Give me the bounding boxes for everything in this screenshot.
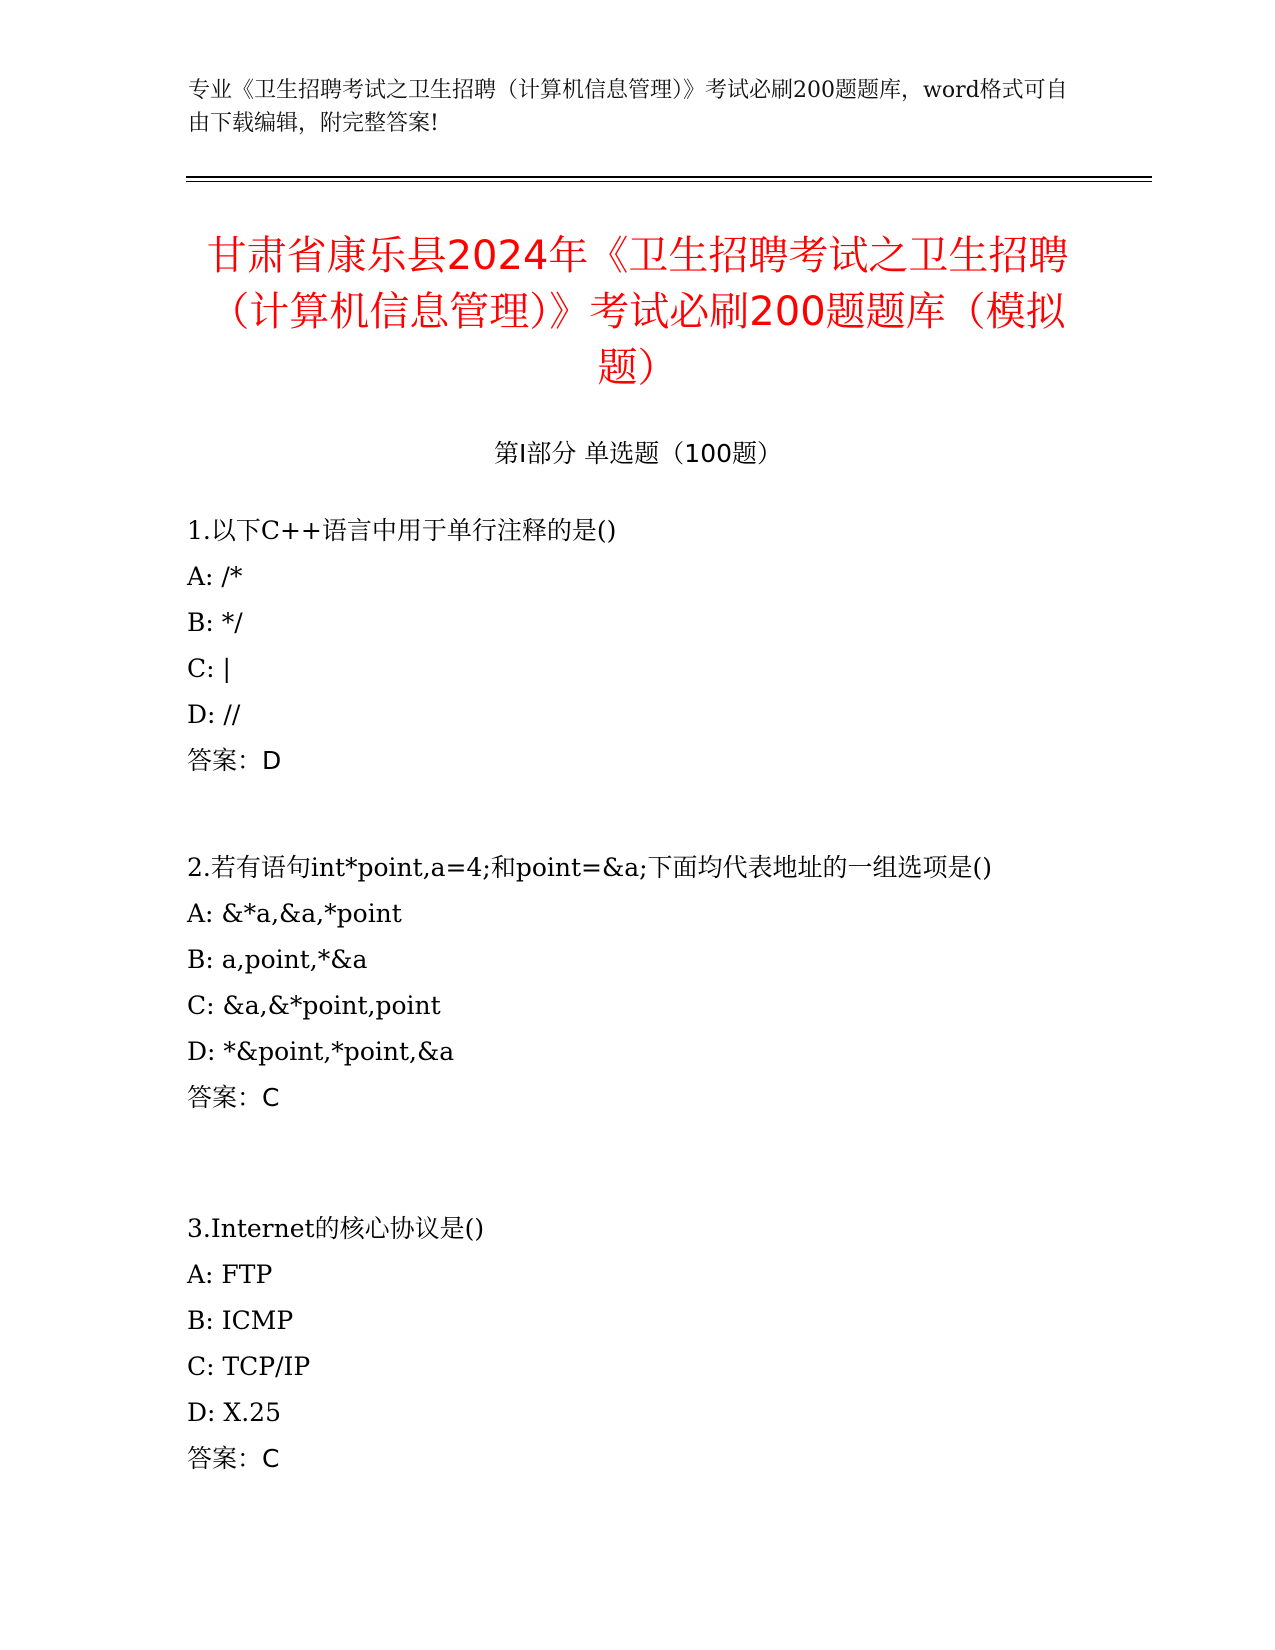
- header-rule-thin: [186, 181, 1152, 182]
- option-a: A: /*: [187, 562, 243, 591]
- option-c: C: TCP/IP: [187, 1352, 311, 1381]
- answer: 答案：C: [187, 1083, 280, 1112]
- question-stem: 3.Internet的核心协议是(): [187, 1214, 485, 1243]
- option-b: B: ICMP: [187, 1306, 294, 1335]
- option-a: A: &*a,&a,*point: [187, 899, 402, 928]
- question-2: [187, 845, 1067, 1121]
- document-title: 甘肃省康乐县2024年《卫生招聘考试之卫生招聘（计算机信息管理）》考试必刷200题题库（模拟题）: [206, 233, 1069, 391]
- option-d: D: X.25: [187, 1398, 281, 1427]
- question-3: [187, 1206, 1087, 1482]
- option-b: B: a,point,*&a: [187, 945, 368, 974]
- question-1: [187, 508, 1087, 784]
- header-note: 专业《卫生招聘考试之卫生招聘（计算机信息管理）》考试必刷200题题库，word格式可自由下载编辑，附完整答案!: [188, 78, 1068, 136]
- option-c: C: &a,&*point,point: [187, 991, 441, 1020]
- question-stem: 1.以下C++语言中用于单行注释的是(): [187, 516, 617, 545]
- answer: 答案：C: [187, 1444, 280, 1473]
- section-heading: 第Ⅰ部分 单选题（100题）: [493, 439, 783, 468]
- option-d: D: //: [187, 700, 241, 729]
- option-b: B: */: [187, 608, 243, 637]
- option-d: D: *&point,*point,&a: [187, 1037, 455, 1066]
- header-rule-thick: [186, 176, 1152, 178]
- answer: 答案：D: [187, 746, 282, 775]
- option-c: C: |: [187, 654, 231, 683]
- option-a: A: FTP: [187, 1260, 273, 1289]
- question-stem: 2.若有语句int*point,a=4;和point=&a;下面均代表地址的一组选项是(): [187, 853, 993, 882]
